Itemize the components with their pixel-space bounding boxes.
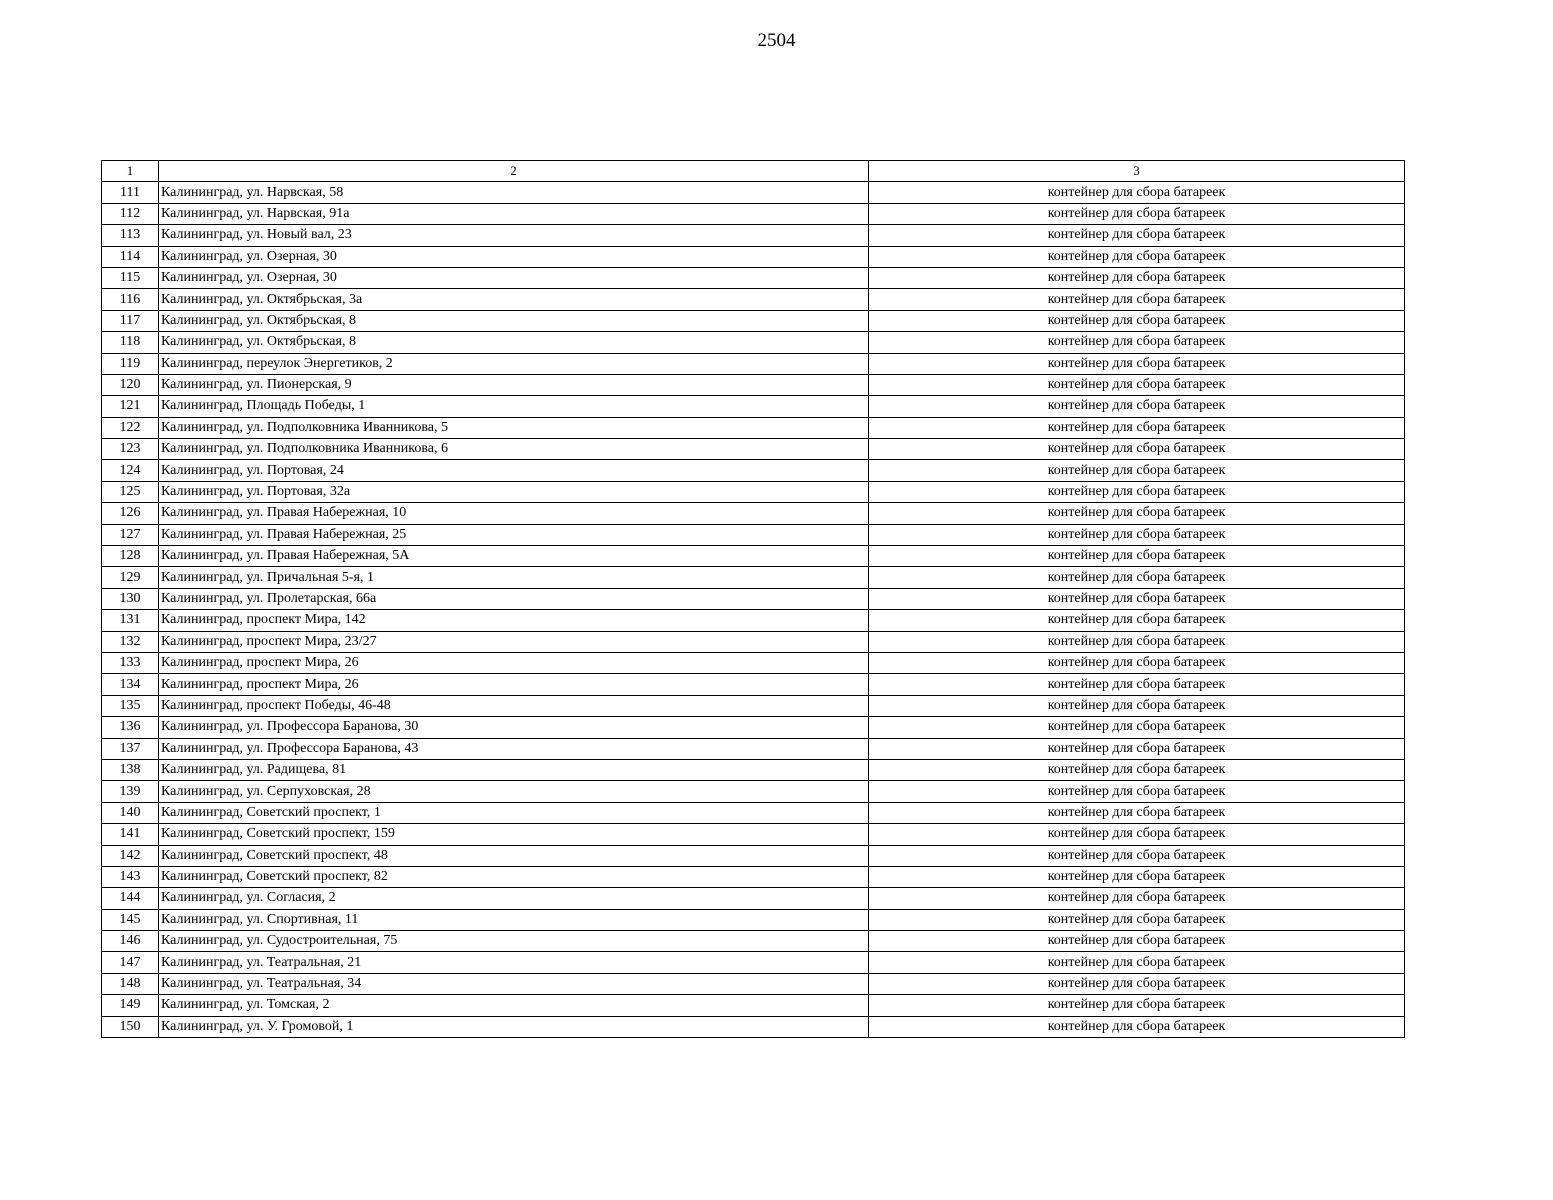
table-row <box>102 289 1405 310</box>
row-number-cell: 140 <box>102 802 159 823</box>
address-cell: Калининград, Площадь Победы, 1 <box>159 396 869 417</box>
table-row <box>102 610 1405 631</box>
row-number-cell: 147 <box>102 952 159 973</box>
address-cell: Калининград, ул. Октябрьская, 3а <box>159 289 869 310</box>
container-type-cell: контейнер для сбора батареек <box>869 374 1405 395</box>
table-row <box>102 973 1405 994</box>
address-cell: Калининград, ул. Серпуховская, 28 <box>159 781 869 802</box>
container-type-cell: контейнер для сбора батареек <box>869 289 1405 310</box>
row-number-cell: 112 <box>102 203 159 224</box>
row-number-cell: 118 <box>102 332 159 353</box>
container-type-cell: контейнер для сбора батареек <box>869 738 1405 759</box>
address-cell: Калининград, ул. Спортивная, 11 <box>159 909 869 930</box>
container-type-cell: контейнер для сбора батареек <box>869 674 1405 695</box>
container-type-cell: контейнер для сбора батареек <box>869 310 1405 331</box>
row-number-cell: 146 <box>102 931 159 952</box>
table-row <box>102 824 1405 845</box>
container-type-cell: контейнер для сбора батареек <box>869 909 1405 930</box>
table-row <box>102 652 1405 673</box>
container-type-cell: контейнер для сбора батареек <box>869 845 1405 866</box>
row-number-cell: 114 <box>102 246 159 267</box>
table-row <box>102 246 1405 267</box>
table-row <box>102 674 1405 695</box>
container-type-cell: контейнер для сбора батареек <box>869 439 1405 460</box>
containers-table <box>101 160 1405 1038</box>
address-cell: Калининград, ул. Театральная, 34 <box>159 973 869 994</box>
container-type-cell: контейнер для сбора батареек <box>869 888 1405 909</box>
address-cell: Калининград, Советский проспект, 1 <box>159 802 869 823</box>
container-type-cell: контейнер для сбора батареек <box>869 824 1405 845</box>
row-number-cell: 149 <box>102 995 159 1016</box>
table-row <box>102 759 1405 780</box>
container-type-cell: контейнер для сбора батареек <box>869 717 1405 738</box>
table-row <box>102 182 1405 203</box>
table-row <box>102 332 1405 353</box>
address-cell: Калининград, ул. Портовая, 24 <box>159 460 869 481</box>
row-number-cell: 142 <box>102 845 159 866</box>
container-type-cell: контейнер для сбора батареек <box>869 203 1405 224</box>
address-cell: Калининград, ул. Подполковника Иванникова, 6 <box>159 439 869 460</box>
address-cell: Калининград, ул. Портовая, 32а <box>159 481 869 502</box>
address-cell: Калининград, Советский проспект, 48 <box>159 845 869 866</box>
row-number-cell: 133 <box>102 652 159 673</box>
address-cell: Калининград, ул. Октябрьская, 8 <box>159 332 869 353</box>
address-cell: Калининград, проспект Победы, 46-48 <box>159 695 869 716</box>
table-row <box>102 417 1405 438</box>
table-row <box>102 503 1405 524</box>
table-row <box>102 567 1405 588</box>
table-row <box>102 588 1405 609</box>
row-number-cell: 111 <box>102 182 159 203</box>
table-row <box>102 524 1405 545</box>
row-number-cell: 127 <box>102 524 159 545</box>
row-number-cell: 115 <box>102 267 159 288</box>
table-row <box>102 225 1405 246</box>
container-type-cell: контейнер для сбора батареек <box>869 503 1405 524</box>
container-type-cell: контейнер для сбора батареек <box>869 332 1405 353</box>
row-number-cell: 126 <box>102 503 159 524</box>
address-cell: Калининград, ул. Правая Набережная, 10 <box>159 503 869 524</box>
page-number: 2504 <box>757 30 796 51</box>
address-cell: Калининград, ул. У. Громовой, 1 <box>159 1016 869 1037</box>
header-cell-3: 3 <box>869 161 1405 182</box>
address-cell: Калининград, ул. Радищева, 81 <box>159 759 869 780</box>
table-row <box>102 802 1405 823</box>
container-type-cell: контейнер для сбора батареек <box>869 567 1405 588</box>
table-row <box>102 738 1405 759</box>
container-type-cell: контейнер для сбора батареек <box>869 225 1405 246</box>
address-cell: Калининград, ул. Озерная, 30 <box>159 267 869 288</box>
row-number-cell: 136 <box>102 717 159 738</box>
address-cell: Калининград, ул. Подполковника Иванникова, 5 <box>159 417 869 438</box>
row-number-cell: 119 <box>102 353 159 374</box>
container-type-cell: контейнер для сбора батареек <box>869 931 1405 952</box>
container-type-cell: контейнер для сбора батареек <box>869 481 1405 502</box>
row-number-cell: 123 <box>102 439 159 460</box>
table-row <box>102 310 1405 331</box>
row-number-cell: 150 <box>102 1016 159 1037</box>
row-number-cell: 120 <box>102 374 159 395</box>
table-row <box>102 631 1405 652</box>
container-type-cell: контейнер для сбора батареек <box>869 546 1405 567</box>
container-type-cell: контейнер для сбора батареек <box>869 1016 1405 1037</box>
table-body <box>102 161 1405 1038</box>
address-cell: Калининград, ул. Октябрьская, 8 <box>159 310 869 331</box>
row-number-cell: 139 <box>102 781 159 802</box>
header-cell-1: 1 <box>102 161 159 182</box>
row-number-cell: 132 <box>102 631 159 652</box>
container-type-cell: контейнер для сбора батареек <box>869 588 1405 609</box>
row-number-cell: 135 <box>102 695 159 716</box>
table-row <box>102 695 1405 716</box>
table-row <box>102 481 1405 502</box>
address-cell: Калининград, проспект Мира, 26 <box>159 674 869 695</box>
container-type-cell: контейнер для сбора батареек <box>869 631 1405 652</box>
table-row <box>102 396 1405 417</box>
address-cell: Калининград, переулок Энергетиков, 2 <box>159 353 869 374</box>
row-number-cell: 145 <box>102 909 159 930</box>
row-number-cell: 117 <box>102 310 159 331</box>
table-row <box>102 353 1405 374</box>
address-cell: Калининград, ул. Пионерская, 9 <box>159 374 869 395</box>
row-number-cell: 137 <box>102 738 159 759</box>
table-row <box>102 546 1405 567</box>
container-type-cell: контейнер для сбора батареек <box>869 695 1405 716</box>
row-number-cell: 124 <box>102 460 159 481</box>
table-header-row <box>102 161 1405 182</box>
container-type-cell: контейнер для сбора батареек <box>869 652 1405 673</box>
address-cell: Калининград, проспект Мира, 142 <box>159 610 869 631</box>
container-type-cell: контейнер для сбора батареек <box>869 396 1405 417</box>
row-number-cell: 125 <box>102 481 159 502</box>
container-type-cell: контейнер для сбора батареек <box>869 353 1405 374</box>
address-cell: Калининград, ул. Пролетарская, 66а <box>159 588 869 609</box>
address-cell: Калининград, проспект Мира, 23/27 <box>159 631 869 652</box>
table-row <box>102 909 1405 930</box>
row-number-cell: 131 <box>102 610 159 631</box>
container-type-cell: контейнер для сбора батареек <box>869 759 1405 780</box>
row-number-cell: 143 <box>102 866 159 887</box>
container-type-cell: контейнер для сбора батареек <box>869 610 1405 631</box>
container-type-cell: контейнер для сбора батареек <box>869 995 1405 1016</box>
address-cell: Калининград, проспект Мира, 26 <box>159 652 869 673</box>
container-type-cell: контейнер для сбора батареек <box>869 802 1405 823</box>
table-row <box>102 952 1405 973</box>
address-cell: Калининград, Советский проспект, 159 <box>159 824 869 845</box>
row-number-cell: 138 <box>102 759 159 780</box>
address-cell: Калининград, Советский проспект, 82 <box>159 866 869 887</box>
table-row <box>102 866 1405 887</box>
row-number-cell: 116 <box>102 289 159 310</box>
table-row <box>102 717 1405 738</box>
address-cell: Калининград, ул. Озерная, 30 <box>159 246 869 267</box>
table-row <box>102 267 1405 288</box>
table-row <box>102 888 1405 909</box>
table-row <box>102 1016 1405 1037</box>
table-row <box>102 439 1405 460</box>
header-cell-2: 2 <box>159 161 869 182</box>
row-number-cell: 128 <box>102 546 159 567</box>
row-number-cell: 122 <box>102 417 159 438</box>
address-cell: Калининград, ул. Томская, 2 <box>159 995 869 1016</box>
row-number-cell: 129 <box>102 567 159 588</box>
container-type-cell: контейнер для сбора батареек <box>869 460 1405 481</box>
address-cell: Калининград, ул. Нарвская, 91а <box>159 203 869 224</box>
row-number-cell: 141 <box>102 824 159 845</box>
address-cell: Калининград, ул. Судостроительная, 75 <box>159 931 869 952</box>
address-cell: Калининград, ул. Профессора Баранова, 30 <box>159 717 869 738</box>
table-row <box>102 460 1405 481</box>
container-type-cell: контейнер для сбора батареек <box>869 417 1405 438</box>
container-type-cell: контейнер для сбора батареек <box>869 524 1405 545</box>
address-cell: Калининград, ул. Новый вал, 23 <box>159 225 869 246</box>
table-row <box>102 203 1405 224</box>
table-row <box>102 995 1405 1016</box>
row-number-cell: 144 <box>102 888 159 909</box>
row-number-cell: 130 <box>102 588 159 609</box>
table-row <box>102 931 1405 952</box>
table-row <box>102 781 1405 802</box>
address-cell: Калининград, ул. Нарвская, 58 <box>159 182 869 203</box>
container-type-cell: контейнер для сбора батареек <box>869 246 1405 267</box>
container-type-cell: контейнер для сбора батареек <box>869 866 1405 887</box>
container-type-cell: контейнер для сбора батареек <box>869 952 1405 973</box>
address-cell: Калининград, ул. Правая Набережная, 5А <box>159 546 869 567</box>
address-cell: Калининград, ул. Правая Набережная, 25 <box>159 524 869 545</box>
container-type-cell: контейнер для сбора батареек <box>869 973 1405 994</box>
table-row <box>102 374 1405 395</box>
address-cell: Калининград, ул. Профессора Баранова, 43 <box>159 738 869 759</box>
container-type-cell: контейнер для сбора батареек <box>869 781 1405 802</box>
row-number-cell: 113 <box>102 225 159 246</box>
row-number-cell: 121 <box>102 396 159 417</box>
row-number-cell: 148 <box>102 973 159 994</box>
table-row <box>102 845 1405 866</box>
container-type-cell: контейнер для сбора батареек <box>869 267 1405 288</box>
row-number-cell: 134 <box>102 674 159 695</box>
container-type-cell: контейнер для сбора батареек <box>869 182 1405 203</box>
address-cell: Калининград, ул. Театральная, 21 <box>159 952 869 973</box>
address-cell: Калининград, ул. Согласия, 2 <box>159 888 869 909</box>
address-cell: Калининград, ул. Причальная 5-я, 1 <box>159 567 869 588</box>
